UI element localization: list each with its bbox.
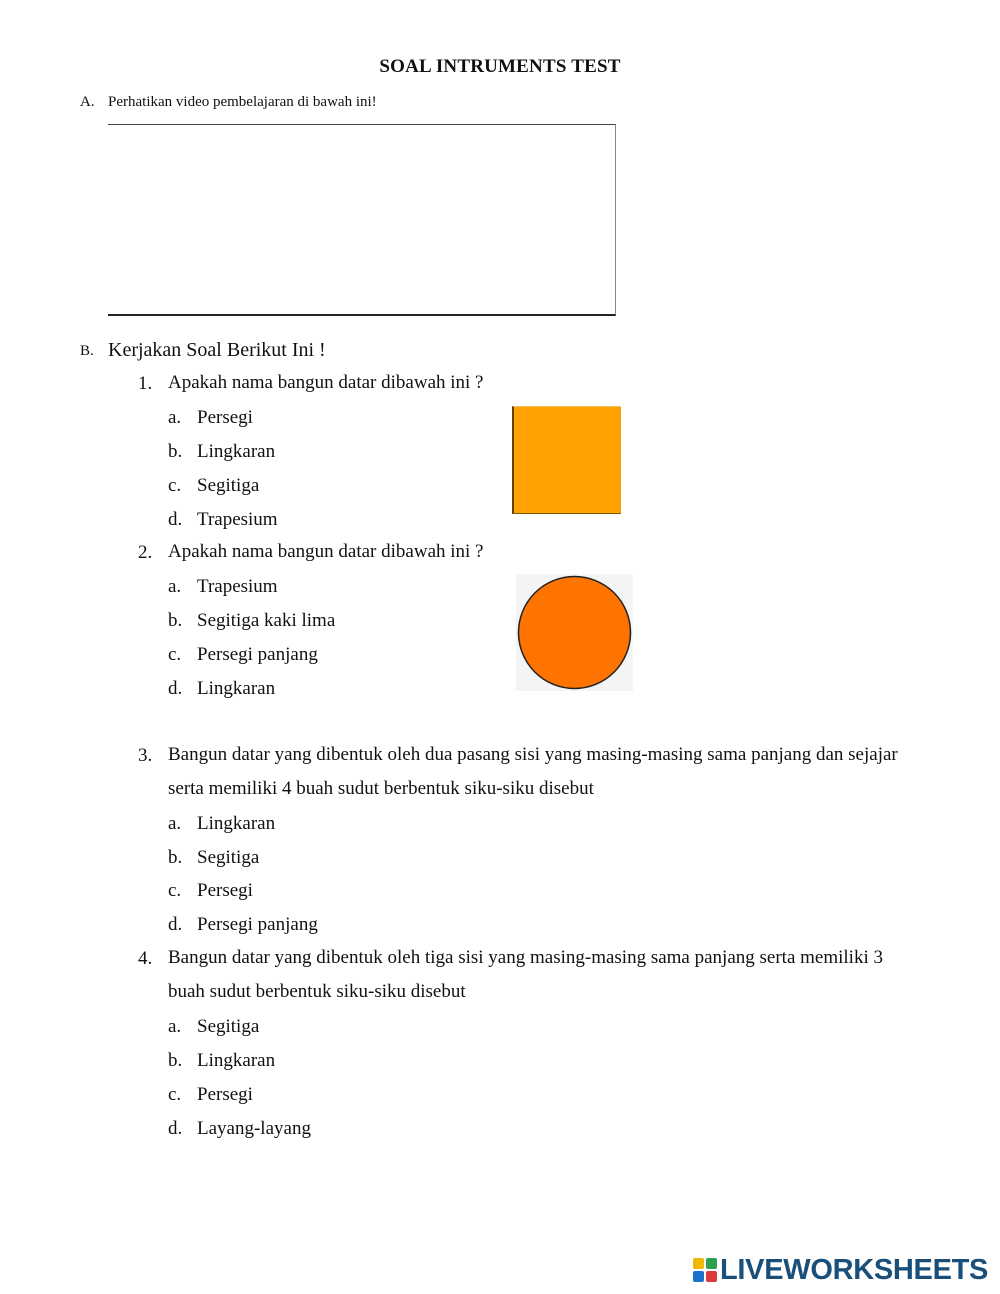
question-4-number: 4. — [138, 948, 153, 969]
q3-option-a[interactable]: Lingkaran — [197, 813, 276, 834]
q4-option-c-letter: c. — [168, 1084, 182, 1105]
q2-option-c[interactable]: Persegi panjang — [197, 644, 318, 665]
question-2-text: Apakah nama bangun datar dibawah ini ? — [168, 541, 484, 562]
q3-option-d-letter: d. — [168, 914, 183, 935]
question-2-number: 2. — [138, 542, 153, 563]
question-4-text-line-1: Bangun datar yang dibentuk oleh tiga sisi yang masing-masing sama panjang serta memiliki 3 — [168, 947, 883, 968]
q1-option-c-letter: c. — [168, 475, 182, 496]
q4-option-c[interactable]: Persegi — [197, 1084, 253, 1105]
logo-square-l — [693, 1258, 704, 1269]
section-a-instruction: Perhatikan video pembelajaran di bawah ini! — [108, 94, 377, 110]
question-3-number: 3. — [138, 745, 153, 766]
q1-option-d[interactable]: Trapesium — [197, 509, 278, 530]
q4-option-b-letter: b. — [168, 1050, 183, 1071]
q1-option-c[interactable]: Segitiga — [197, 475, 260, 496]
liveworksheets-logo-icon — [692, 1257, 718, 1283]
logo-square-v — [693, 1271, 704, 1282]
q4-option-d[interactable]: Layang-layang — [197, 1118, 311, 1139]
logo-text: LIVEWORKSHEETS — [720, 1253, 989, 1286]
question-1-text: Apakah nama bangun datar dibawah ini ? — [168, 372, 484, 393]
q2-option-d[interactable]: Lingkaran — [197, 678, 276, 699]
q1-option-b[interactable]: Lingkaran — [197, 441, 276, 462]
logo-square-i — [706, 1258, 717, 1269]
orange-circle-image — [516, 574, 633, 691]
page-title: SOAL INTRUMENTS TEST — [379, 56, 621, 77]
q1-option-d-letter: d. — [168, 509, 183, 530]
q4-option-b[interactable]: Lingkaran — [197, 1050, 276, 1071]
question-4-text-line-2: buah sudut berbentuk siku-siku disebut — [168, 981, 466, 1002]
liveworksheets-logo[interactable] — [692, 1254, 988, 1286]
q2-option-b-letter: b. — [168, 610, 183, 631]
q3-option-b[interactable]: Segitiga — [197, 847, 260, 868]
q2-option-a-letter: a. — [168, 576, 182, 597]
q2-option-d-letter: d. — [168, 678, 183, 699]
orange-square-image — [512, 406, 621, 514]
q1-option-b-letter: b. — [168, 441, 183, 462]
q4-option-a-letter: a. — [168, 1016, 182, 1037]
section-b-letter: B. — [80, 343, 94, 359]
circle-shape — [519, 577, 631, 689]
q4-option-d-letter: d. — [168, 1118, 183, 1139]
q2-option-c-letter: c. — [168, 644, 182, 665]
question-3-text-line-1: Bangun datar yang dibentuk oleh dua pasang sisi yang masing-masing sama panjang dan sejajar — [168, 744, 898, 765]
q1-option-a-letter: a. — [168, 407, 182, 428]
q3-option-c-letter: c. — [168, 880, 182, 901]
q3-option-a-letter: a. — [168, 813, 182, 834]
question-1-number: 1. — [138, 373, 153, 394]
section-a-letter: A. — [80, 94, 95, 110]
circle-svg — [516, 574, 633, 691]
q2-option-b[interactable]: Segitiga kaki lima — [197, 610, 336, 631]
q1-option-a[interactable]: Persegi — [197, 407, 253, 428]
logo-square-e — [706, 1271, 717, 1282]
q4-option-a[interactable]: Segitiga — [197, 1016, 260, 1037]
q2-option-a[interactable]: Trapesium — [197, 576, 278, 597]
section-b-instruction: Kerjakan Soal Berikut Ini ! — [108, 339, 326, 361]
q3-option-c[interactable]: Persegi — [197, 880, 253, 901]
question-3-text-line-2: serta memiliki 4 buah sudut berbentuk siku-siku disebut — [168, 778, 594, 799]
q3-option-d[interactable]: Persegi panjang — [197, 914, 318, 935]
video-embed-frame[interactable] — [108, 124, 616, 316]
q3-option-b-letter: b. — [168, 847, 183, 868]
